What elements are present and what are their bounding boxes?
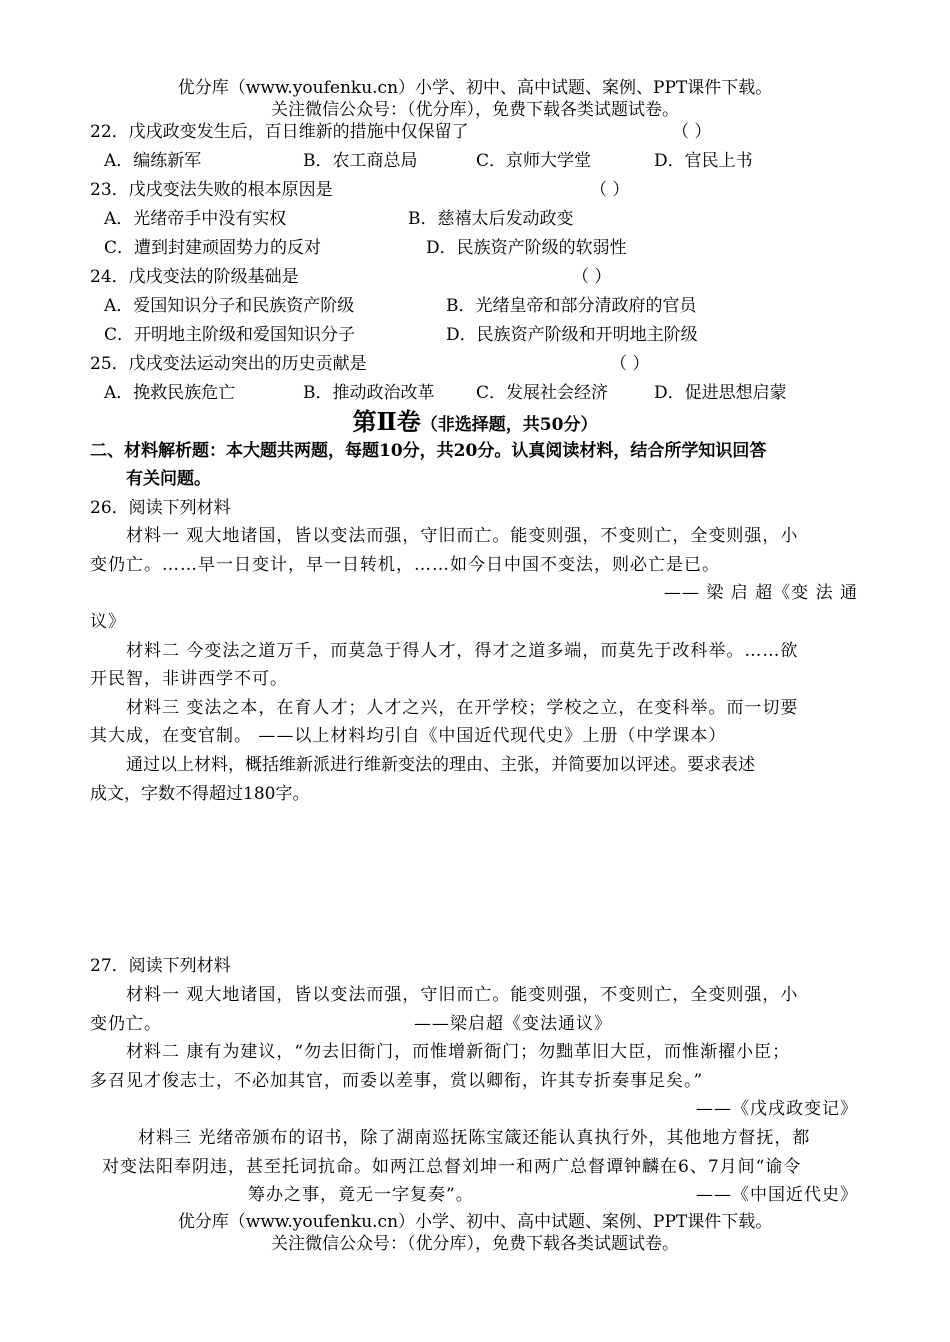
question-23-option-d: D．民族资产阶级的软弱性	[426, 238, 627, 258]
header-line-1: 优分库（www.youfenku.cn）小学、初中、高中试题、案例、PPT课件下载。	[177, 78, 773, 98]
question-23-option-c: C．遭到封建顽固势力的反对	[104, 238, 322, 258]
question-23-option-a: A．光绪帝手中没有实权	[104, 209, 287, 229]
question-23-answer-paren: （ ）	[590, 180, 630, 200]
question-25-stem: 25．戊戌变法运动突出的历史贡献是	[90, 354, 367, 374]
question-22-option-a: A．编练新军	[104, 151, 202, 171]
q26-material-1-source: —— 梁 启 超《变 法 通	[663, 583, 858, 603]
question-25-option-c: C．发展社会经济	[476, 383, 609, 403]
question-24-option-c: C．开明地主阶级和爱国知识分子	[104, 325, 356, 345]
question-22-option-b: B．农工商总局	[303, 151, 418, 171]
q27-material-2-source: ——《戊戌政变记》	[696, 1099, 858, 1119]
question-25-option-a: A．挽救民族危亡	[104, 383, 236, 403]
q26-material-2-line-2: 开民智，非讲西学不可。	[90, 669, 288, 689]
section-2-title	[0, 408, 950, 439]
question-27-stem: 27．阅读下列材料	[90, 956, 231, 976]
question-22-stem: 22．戊戌政变发生后，百日维新的措施中仅保留了	[90, 122, 469, 142]
q26-material-1-line-1: 材料一 观大地诸国，皆以变法而强，守旧而亡。能变则强，不变则亡，全变则强，小	[126, 526, 799, 546]
q26-material-1-source-cont: 议》	[90, 612, 126, 632]
q26-material-1-line-2: 变仍亡。……早一日变计，早一日转机，……如今日中国不变法，则必亡是已。	[90, 555, 720, 575]
q26-material-3-line-2: 其大成，在变官制。 ——以上材料均引自《中国近代现代史》上册（中学课本）	[90, 726, 727, 746]
section-2-instructions-line-2: 有关问题。	[126, 469, 211, 489]
question-22-answer-paren: （ ）	[672, 122, 712, 142]
header-line-2: 关注微信公众号：（优分库），免费下载各类试题试卷。	[271, 100, 679, 120]
question-22-option-c: C．京师大学堂	[476, 151, 592, 171]
q27-material-1-line-2: 变仍亡。	[90, 1014, 162, 1034]
q27-material-2-line-1: 材料二 康有为建议，“勿去旧衙门，而惟增新衙门；勿黜革旧大臣，而惟渐擢小臣；	[126, 1042, 791, 1062]
footer-line-2: 关注微信公众号：（优分库），免费下载各类试题试卷。	[271, 1234, 679, 1254]
question-25-option-b: B．推动政治改革	[303, 383, 435, 403]
q27-material-1-source: ——梁启超《变法通议》	[414, 1014, 612, 1034]
question-25-option-d: D．促进思想启蒙	[654, 383, 787, 403]
q26-material-2-line-1: 材料二 今变法之道万千，而莫急于得人才，得才之道多端，而莫先于改科举。……欲	[126, 641, 799, 661]
question-23-option-b: B．慈禧太后发动政变	[408, 209, 574, 229]
q26-task-line-1: 通过以上材料，概括维新派进行维新变法的理由、主张，并简要加以评述。要求表述	[126, 755, 755, 775]
section-2-title-main: 第Ⅱ卷	[352, 407, 421, 436]
question-26-stem: 26．阅读下列材料	[90, 498, 231, 518]
question-23-stem: 23．戊戌变法失败的根本原因是	[90, 180, 333, 200]
question-24-option-a: A．爱国知识分子和民族资产阶级	[104, 296, 355, 316]
question-24-stem: 24．戊戌变法的阶级基础是	[90, 267, 299, 287]
q26-task-line-2: 成文，字数不得超过180字。	[90, 784, 310, 804]
question-24-option-b: B．光绪皇帝和部分清政府的官员	[446, 296, 697, 316]
q26-material-3-line-1: 材料三 变法之本，在育人才；人才之兴，在开学校；学校之立，在变科举。而一切要	[126, 698, 799, 718]
q27-material-3-line-3: 筹办之事，竟无一字复奏”。	[248, 1185, 474, 1205]
question-25-answer-paren: （ ）	[610, 354, 650, 374]
section-2-title-sub: （非选择题，共50分）	[420, 415, 598, 435]
q27-material-2-line-2: 多召见才俊志士，不必加其官，而委以差事，赏以卿衔，许其专折奏事足矣。”	[90, 1071, 704, 1091]
q27-material-1-line-1: 材料一 观大地诸国，皆以变法而强，守旧而亡。能变则强，不变则亡，全变则强，小	[126, 985, 799, 1005]
question-24-option-d: D．民族资产阶级和开明地主阶级	[446, 325, 698, 345]
question-22-option-d: D．官民上书	[654, 151, 753, 171]
question-24-answer-paren: （ ）	[572, 267, 612, 287]
q27-material-3-line-2: 对变法阳奉阴违，甚至托词抗命。如两江总督刘坤一和两广总督谭钟麟在6、7月间“谕令	[102, 1157, 802, 1177]
footer-line-1: 优分库（www.youfenku.cn）小学、初中、高中试题、案例、PPT课件下载。	[177, 1212, 773, 1232]
section-2-instructions-line-1: 二、材料解析题：本大题共两题，每题10分，共20分。认真阅读材料，结合所学知识回答	[90, 441, 767, 461]
q27-material-3-line-1: 材料三 光绪帝颁布的诏书，除了湖南巡抚陈宝箴还能认真执行外，其他地方督抚，都	[138, 1128, 811, 1148]
q27-material-3-source: ——《中国近代史》	[696, 1185, 858, 1205]
